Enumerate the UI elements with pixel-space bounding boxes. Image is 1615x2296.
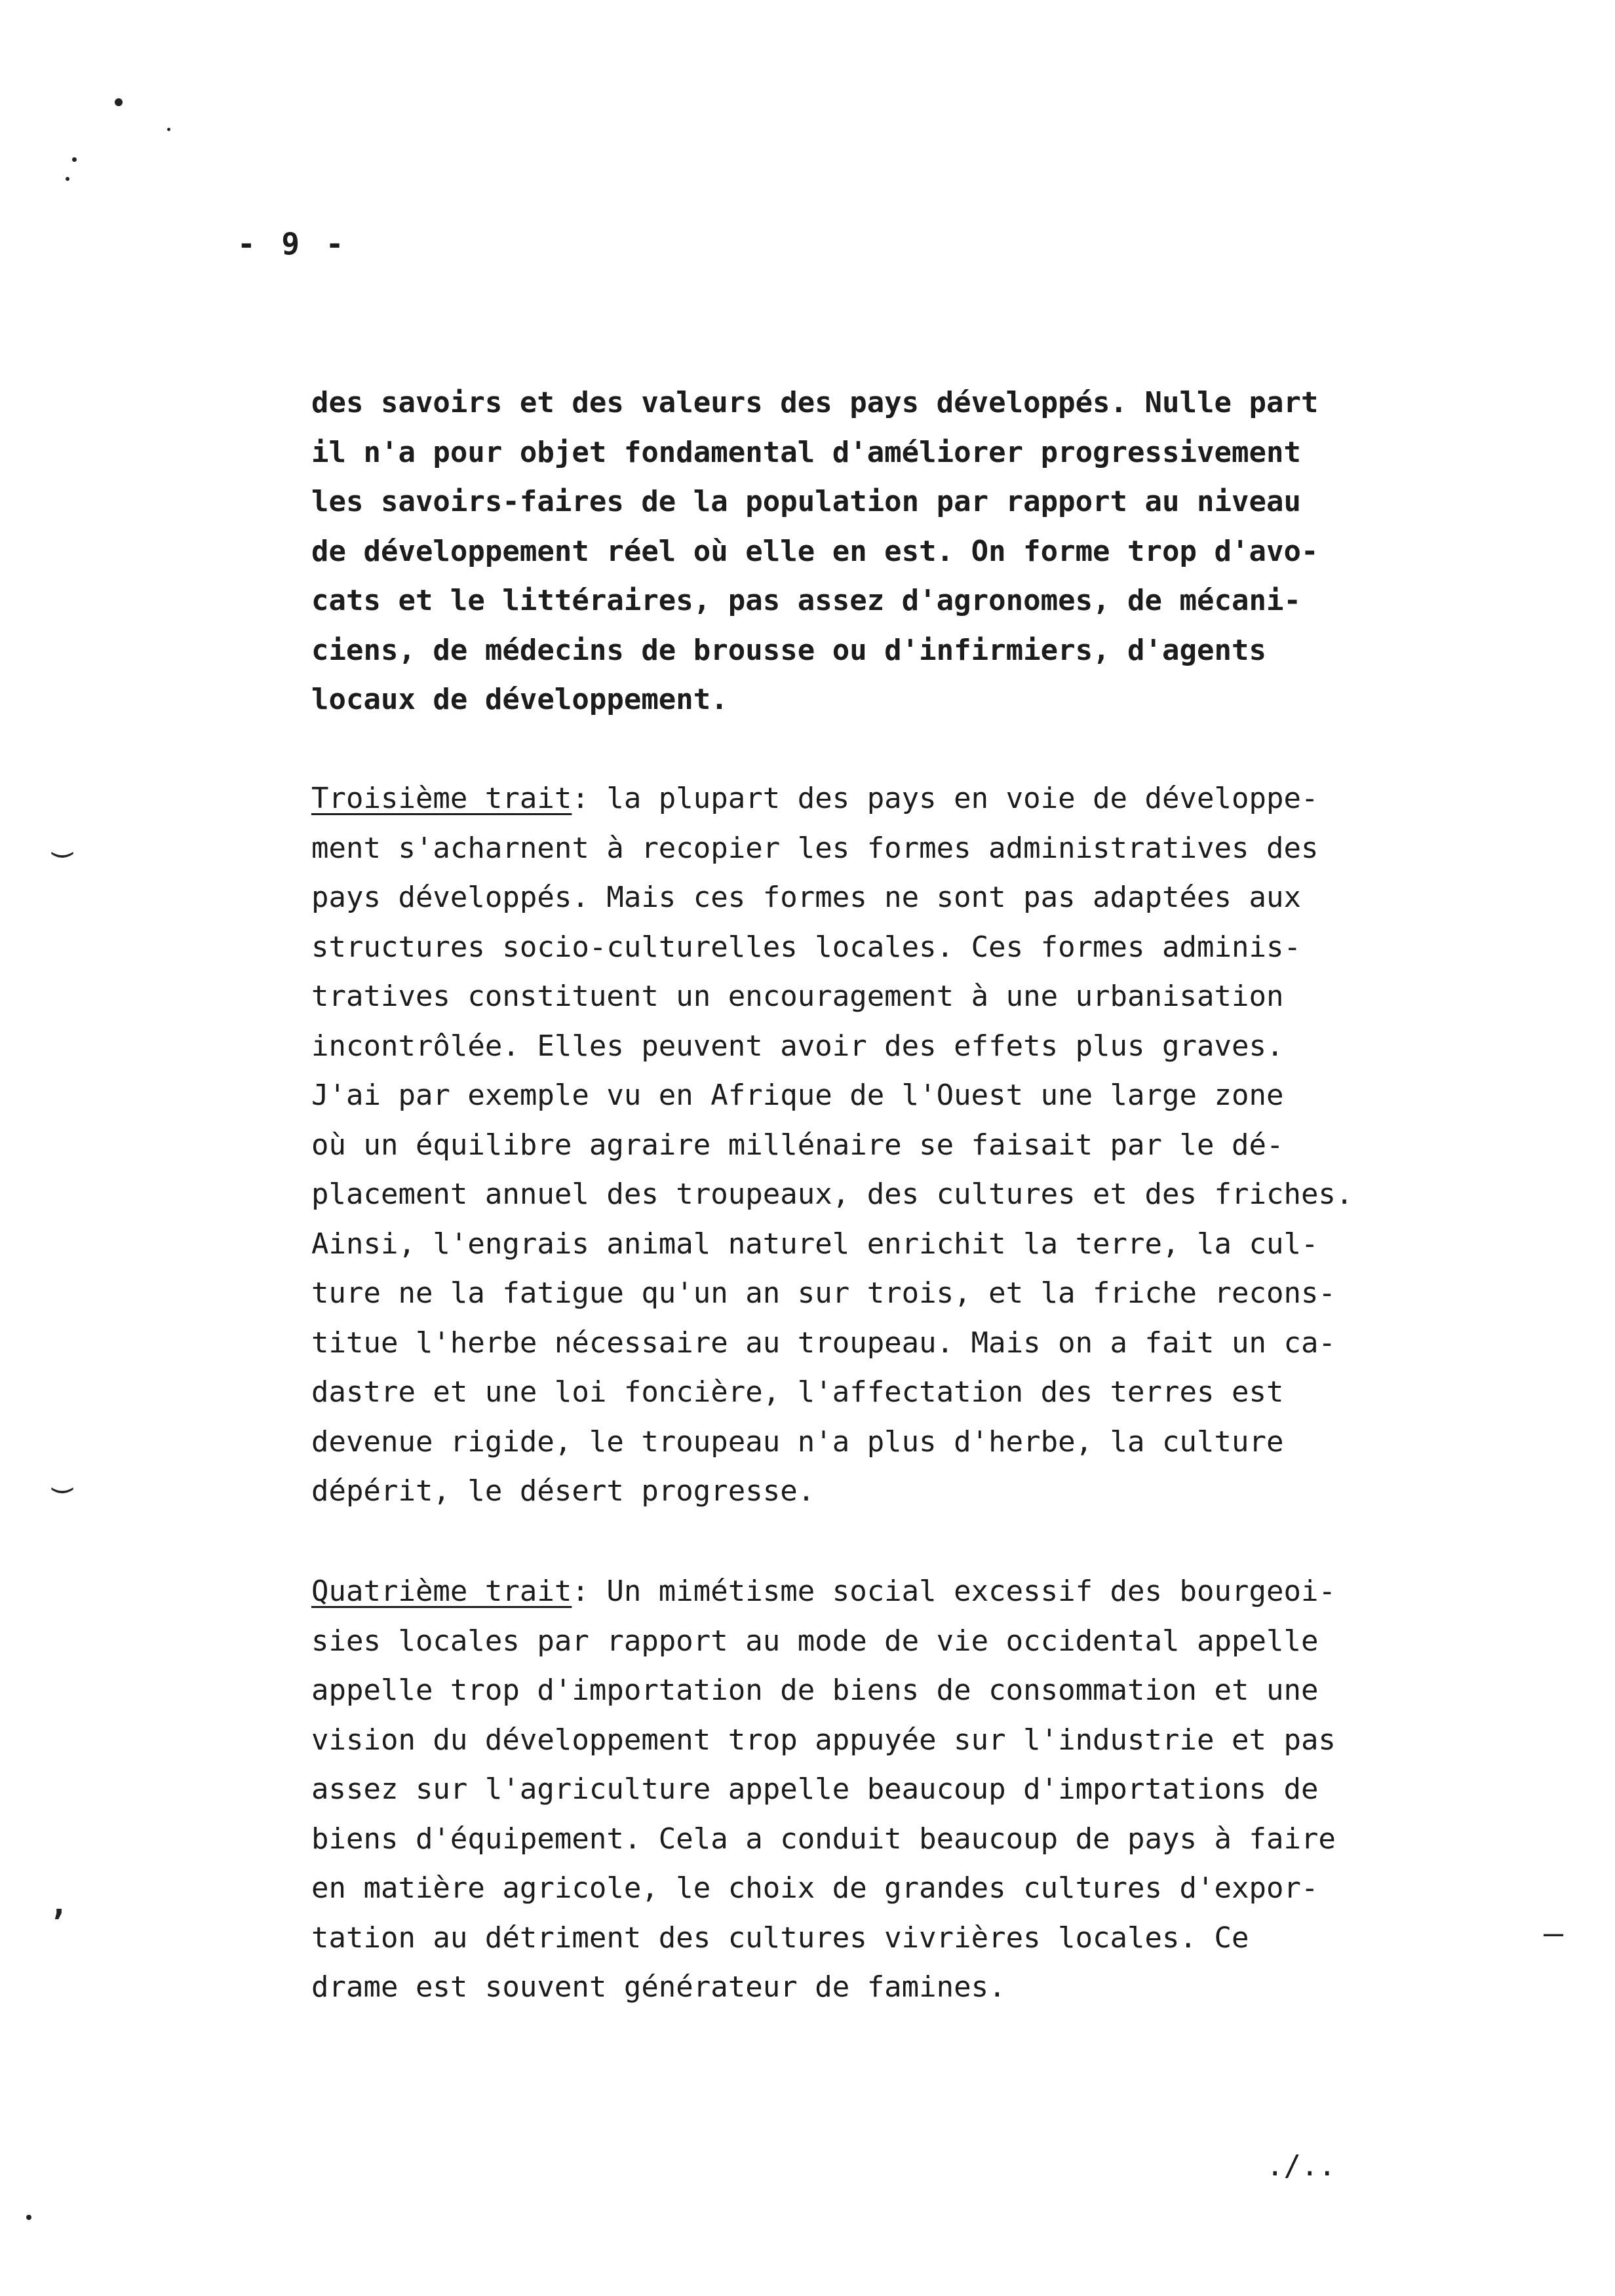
text-line: tratives constituent un encouragement à une urbanisation <box>311 980 1284 1013</box>
text-line: ture ne la fatigue qu'un an sur trois, et la friche recons- <box>311 1276 1336 1310</box>
text-line: titue l'herbe nécessaire au troupeau. Mais on a fait un ca- <box>311 1326 1336 1360</box>
text-line: où un équilibre agraire millénaire se faisait par le dé- <box>311 1128 1284 1162</box>
scan-speck <box>26 2215 31 2220</box>
heading-line-rest: : Un mimétisme social excessif des bourgeoi- <box>572 1575 1336 1608</box>
text-line: sies locales par rapport au mode de vie occidental appelle <box>311 1624 1319 1658</box>
paragraph-third-trait <box>311 774 1589 1516</box>
text-line: incontrôlée. Elles peuvent avoir des effets plus graves. <box>311 1029 1284 1063</box>
text-line: devenue rigide, le troupeau n'a plus d'herbe, la culture <box>311 1425 1284 1459</box>
scan-speck <box>66 177 69 181</box>
text-line: les savoirs-faires de la population par rapport au niveau <box>311 485 1301 518</box>
text-line: placement annuel des troupeaux, des cultures et des friches. <box>311 1177 1353 1211</box>
margin-dash-mark: ― <box>1544 1914 1564 1952</box>
margin-bracket-mark: ‿ <box>52 1455 73 1493</box>
text-line: dastre et une loi foncière, l'affectation des terres est <box>311 1375 1284 1409</box>
scan-speck <box>72 157 77 162</box>
text-line <box>311 774 1589 824</box>
text-line: locaux de développement. <box>311 683 728 716</box>
text-line: ciens, de médecins de brousse ou d'infirmiers, d'agents <box>311 633 1266 667</box>
text-line: cats et le littéraires, pas assez d'agronomes, de mécani- <box>311 584 1301 617</box>
text-line: appelle trop d'importation de biens de consommation et une <box>311 1674 1319 1707</box>
scan-speck <box>167 128 170 131</box>
text-line: en matière agricole, le choix de grandes cultures d'expor- <box>311 1871 1319 1905</box>
text-line: structures socio-culturelles locales. Ces formes adminis- <box>311 930 1301 964</box>
section-heading: Quatrième trait <box>311 1575 572 1608</box>
section-heading: Troisième trait <box>311 782 572 815</box>
continuation-mark: ./.. <box>1266 2149 1336 2183</box>
scan-speck <box>115 98 123 106</box>
text-line: dépérit, le désert progresse. <box>311 1474 815 1508</box>
text-line: pays développés. Mais ces formes ne sont pas adaptées aux <box>311 881 1301 914</box>
paragraph-education <box>311 378 1589 725</box>
text-line: Ainsi, l'engrais animal naturel enrichit la terre, la cul- <box>311 1227 1319 1261</box>
margin-curl-mark: , <box>49 1885 69 1923</box>
text-line: ment s'acharnent à recopier les formes administratives des <box>311 831 1319 865</box>
paragraph-fourth-trait <box>311 1567 1589 2012</box>
page-number: - 9 - <box>237 226 348 261</box>
margin-bracket-mark: ‿ <box>52 820 73 858</box>
text-line: assez sur l'agriculture appelle beaucoup d'importations de <box>311 1772 1319 1806</box>
text-line <box>311 1567 1589 1617</box>
text-line: tation au détriment des cultures vivrières locales. Ce <box>311 1921 1249 1955</box>
text-line: vision du développement trop appuyée sur l'industrie et pas <box>311 1723 1336 1757</box>
text-line: il n'a pour objet fondamental d'améliorer progressivement <box>311 435 1301 469</box>
text-line: des savoirs et des valeurs des pays développés. Nulle part <box>311 386 1319 419</box>
text-line: biens d'équipement. Cela a conduit beaucoup de pays à faire <box>311 1822 1336 1856</box>
text-line: drame est souvent générateur de famines. <box>311 1970 1006 2004</box>
text-line: J'ai par exemple vu en Afrique de l'Ouest une large zone <box>311 1079 1284 1112</box>
text-line: de développement réel où elle en est. On forme trop d'avo- <box>311 534 1319 568</box>
heading-line-rest: : la plupart des pays en voie de développe- <box>572 782 1319 815</box>
